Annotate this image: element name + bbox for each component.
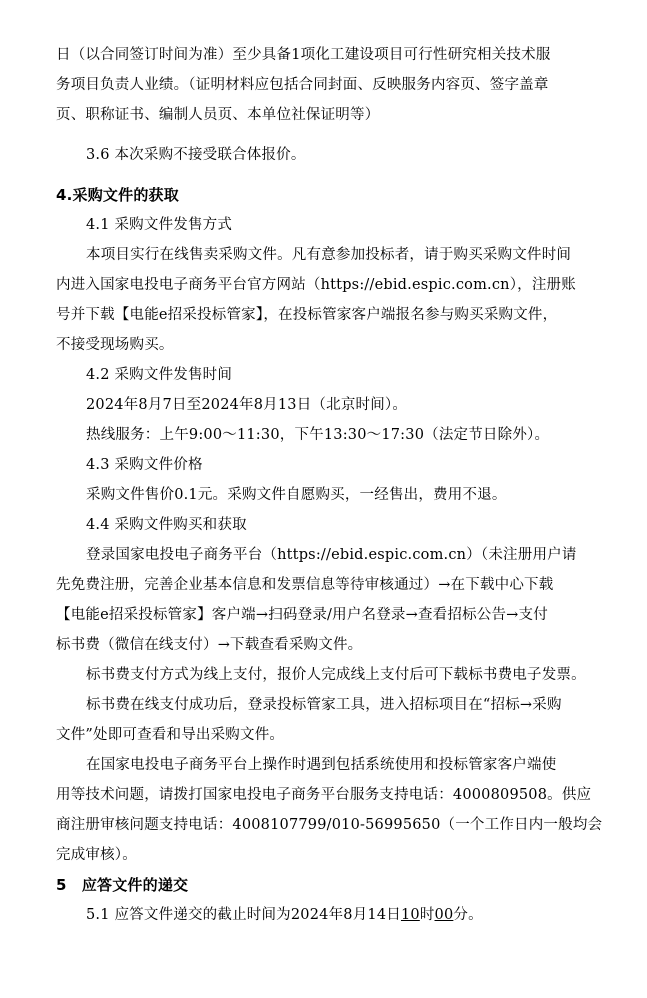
deadline-hour-unit: 时	[419, 907, 435, 923]
text-line: 日（以合同签订时间为准）至少具备1项化工建设项目可行性研究相关技术服	[56, 47, 551, 63]
section-4-heading: 4.采购文件的获取	[56, 186, 179, 204]
text-line: 不接受现场购买。	[56, 337, 174, 353]
clause-4-1-title: 4.1 采购文件发售方式	[86, 217, 233, 233]
text-line: 在国家电投电子商务平台上操作时遇到包括系统使用和投标管家客户端使	[86, 757, 557, 773]
clause-4-3-title: 4.3 采购文件价格	[86, 457, 203, 473]
text-line: 热线服务：上午9:00～11:30，下午13:30～17:30（法定节日除外）。	[86, 427, 550, 443]
text-line: 2024年8月7日至2024年8月13日（北京时间）。	[86, 397, 408, 413]
text-line: 内进入国家电投电子商务平台官方网站（https://ebid.espic.com.cn），注册账	[56, 277, 576, 293]
text-line: 采购文件售价0.1元。采购文件自愿购买，一经售出，费用不退。	[86, 487, 507, 503]
text-line: 务项目负责人业绩。（证明材料应包括合同封面、反映服务内容页、签字盖章	[56, 77, 549, 93]
text-line: 标书费在线支付成功后，登录投标管家工具，进入招标项目在“招标→采购	[86, 697, 562, 713]
text-line: 标书费（微信在线支付）→下载查看采购文件。	[56, 637, 363, 653]
clause-4-4-title: 4.4 采购文件购买和获取	[86, 517, 247, 533]
clause-4-2-title: 4.2 采购文件发售时间	[86, 367, 233, 383]
text-line: 用等技术问题，请拨打国家电投电子商务平台服务支持电话：4000809508。供应	[56, 787, 592, 803]
text-line: 商注册审核问题支持电话：4008107799/010-56995650（一个工作日内一般均会	[56, 817, 603, 833]
deadline-hour: 10	[400, 907, 420, 923]
clause-3-6: 3.6 本次采购不接受联合体报价。	[86, 147, 306, 163]
clause-5-1	[86, 905, 616, 925]
text-line: 【电能e招采投标管家】客户端→扫码登录/用户名登录→查看招标公告→支付	[56, 607, 548, 623]
text-line: 完成审核）。	[56, 847, 137, 863]
text-line: 文件”处即可查看和导出采购文件。	[56, 727, 285, 743]
section-5-heading: 5 应答文件的递交	[56, 876, 189, 894]
deadline-minute: 00	[434, 907, 454, 923]
text-line: 页、职称证书、编制人员页、本单位社保证明等）	[56, 107, 380, 123]
deadline-minute-unit: 分。	[453, 907, 483, 923]
text-line: 号并下载【电能e招采投标管家】，在投标管家客户端报名参与购买采购文件，	[56, 307, 558, 323]
text-line: 先免费注册，完善企业基本信息和发票信息等待审核通过）→在下载中心下载	[56, 577, 554, 593]
text-line: 本项目实行在线售卖采购文件。凡有意参加投标者，请于购买采购文件时间	[86, 247, 572, 263]
text-line: 登录国家电投电子商务平台（https://ebid.espic.com.cn）（未注册用户请	[86, 547, 577, 563]
deadline-prefix: 5.1 应答文件递交的截止时间为2024年8月14日	[86, 907, 401, 923]
text-line: 标书费支付方式为线上支付，报价人完成线上支付后可下载标书费电子发票。	[86, 667, 586, 683]
